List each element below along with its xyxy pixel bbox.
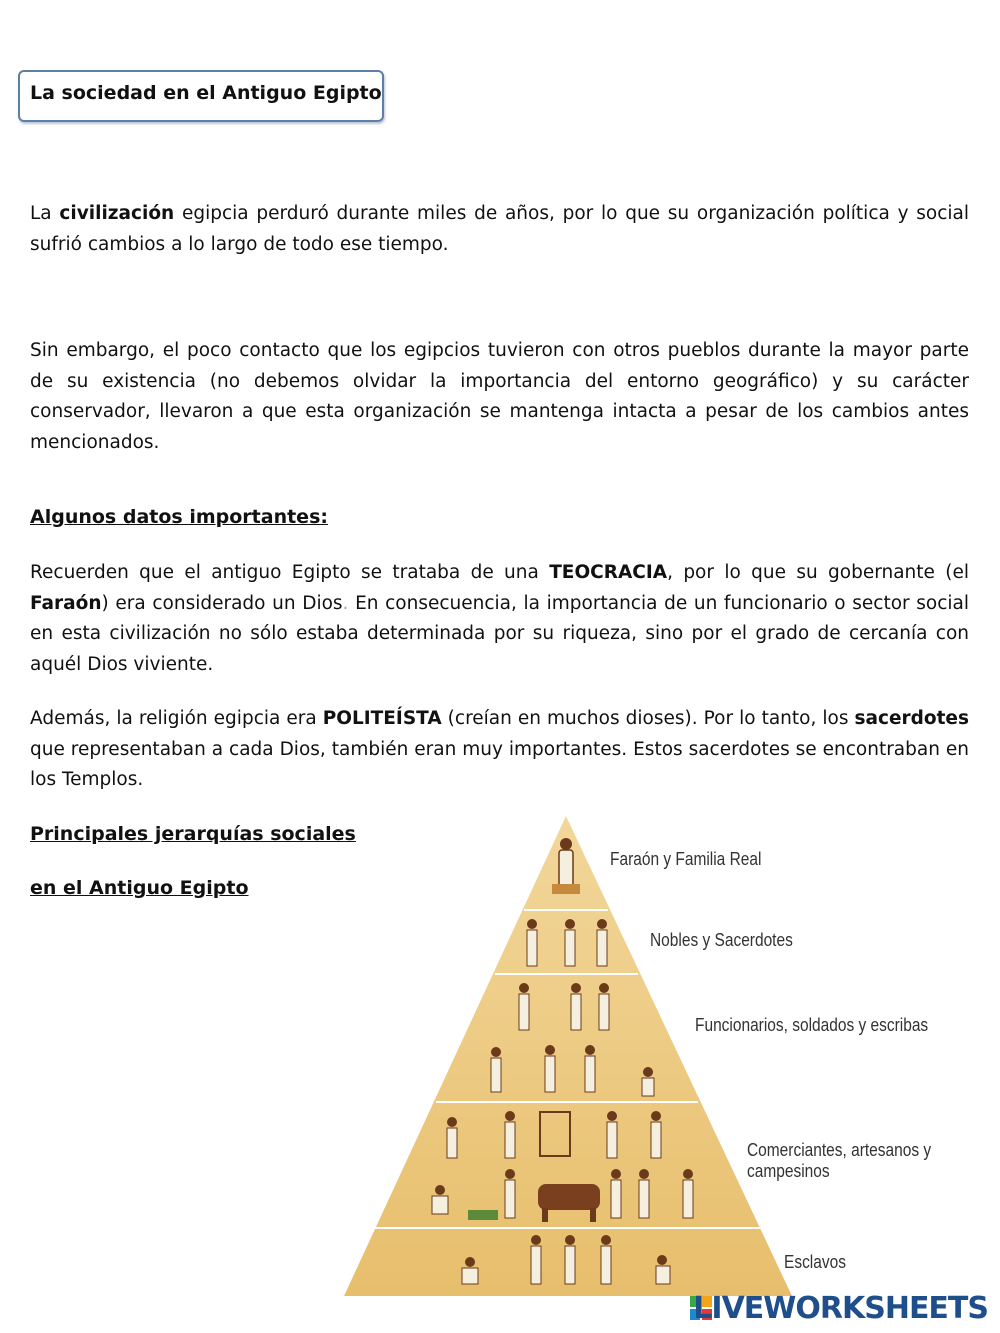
liveworksheets-watermark: LIVEWORKSHEETS [693, 1291, 988, 1326]
paragraph-civilizacion [30, 199, 969, 260]
text: que representaban a cada Dios, también eran muy importantes. Estos sacerdotes se encontraban en los Templos. [30, 738, 969, 790]
text: Recuerden que el antiguo Egipto se trataba de una [30, 562, 550, 583]
social-pyramid-illustration [340, 812, 800, 1298]
text: egipcia perduró durante miles de años, por lo que su organización política y social sufrió cambios a lo largo de todo ese tiempo. [30, 203, 969, 255]
level-label-comerciantes-1: Comerciantes, artesanos y [747, 1140, 932, 1160]
text: , por lo que su gobernante (el [667, 562, 969, 583]
paragraph-sin-embargo: Sin embargo, el poco contacto que los egipcios tuvieron con otros pueblos durante la mayor parte de su existencia (no debemos olvidar la importancia del entorno geográfico) y su carácter conservador, llevaron a que esta organización se mantenga intacta a pesar de los cambios antes mencionados. [30, 340, 969, 453]
level-label-esclavos: Esclavos [784, 1252, 846, 1272]
text: La [30, 203, 60, 224]
bold-civilizacion: civilización [59, 203, 175, 224]
bold-sacerdotes: sacerdotes [854, 708, 969, 729]
heading-jerarquias-2: en el Antiguo Egipto [30, 877, 249, 899]
heading-jerarquias-1: Principales jerarquías sociales [30, 823, 356, 845]
text: En consecuencia, la importancia de un funcionario o sector social en esta civilización no sólo estaba determinada por su riqueza, sino por el grado de cercanía con aquél Dios viviente. [30, 592, 969, 675]
bold-teocracia: TEOCRACIA [549, 562, 668, 583]
level-label-faraon: Faraón y Familia Real [610, 849, 762, 869]
paragraph-teocracia [30, 558, 969, 680]
text: ) era considerado un Dios [101, 592, 343, 614]
page-title: La sociedad en el Antiguo Egipto [30, 82, 382, 104]
text: Además, la religión egipcia era [30, 708, 323, 729]
level-label-funcionarios: Funcionarios, soldados y escribas [695, 1015, 929, 1035]
text: (creían en muchos dioses). Por lo tanto, los [441, 708, 855, 729]
heading-datos-importantes: Algunos datos importantes: [30, 506, 328, 528]
level-label-comerciantes-2: campesinos [747, 1161, 830, 1181]
bold-politeista: POLITEÍSTA [322, 708, 442, 729]
bold-faraon: Faraón [30, 592, 102, 614]
text: . [342, 592, 349, 614]
level-label-nobles: Nobles y Sacerdotes [650, 930, 793, 950]
paragraph-politeista [30, 704, 969, 796]
